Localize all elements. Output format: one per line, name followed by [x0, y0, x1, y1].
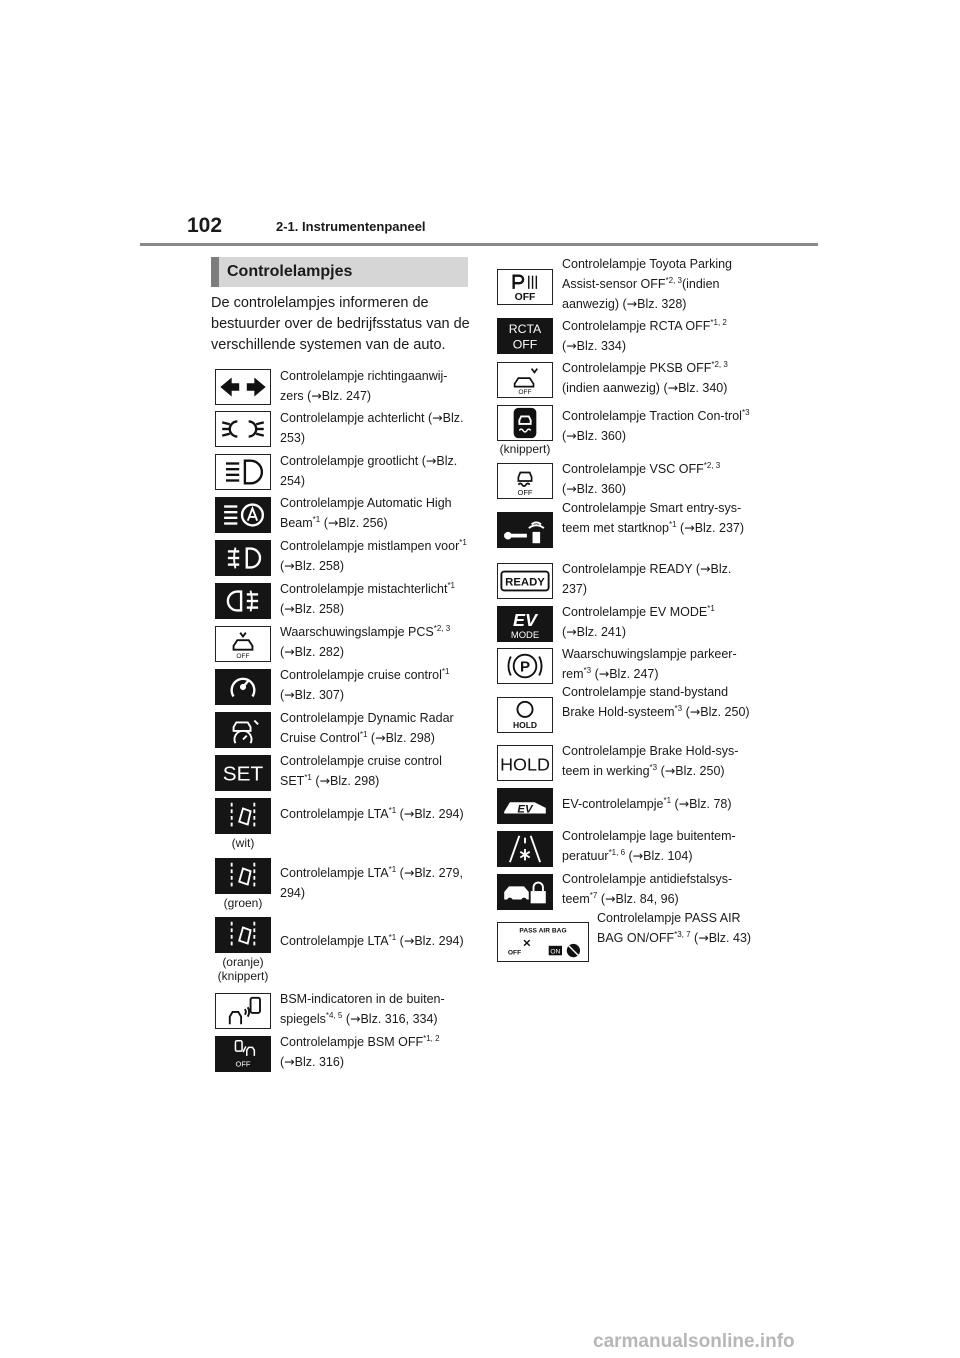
desc-bsm-mirror: BSM-indicatoren in de buiten-spiegels$^{*4, 5}$ (→Blz. 316, 334): [280, 992, 445, 1026]
desc-high-beam: Controlelampje grootlicht (→Blz. 254): [280, 453, 458, 488]
desc-ready: Controlelampje READY (→Blz. 237): [562, 561, 732, 596]
desc-lta-white: Controlelampje LTA$^{*1}$ (→Blz. 294): [280, 806, 464, 821]
desc-parking-sensor-off: Controlelampje Toyota Parking Assist-sensor OFF$^{*2, 3}$(indien aanwezig) (→Blz. 328): [562, 257, 733, 311]
ev-mode-text2: MODE: [510, 630, 540, 641]
bsm-mirror-icon: [215, 993, 271, 1029]
ev-indicator-text: EV: [517, 803, 533, 816]
brake-hold-standby-icon: [497, 697, 553, 733]
set-icon: [215, 755, 271, 791]
low-temp-icon: [497, 831, 553, 867]
desc-traction-control: Controlelampje Traction Con-trol$^{*3}$ (→Blz. 360): [562, 408, 750, 443]
desc-set: Controlelampje cruise control SET$^{*1}$ (→Blz. 298): [280, 754, 442, 788]
page-number: 102: [187, 214, 223, 237]
pksb-off-icon: [497, 362, 553, 398]
desc-rcta-off: Controlelampje RCTA OFF$^{*1, 2}$ (→Blz. 334): [562, 318, 727, 353]
section-title: 2-1. Instrumentenpaneel: [276, 219, 426, 234]
desc-tail-light: Controlelampje achterlicht (→Blz. 253): [280, 410, 464, 445]
heading-text: Controlelampjes: [227, 263, 353, 280]
heading-bar: [211, 257, 468, 287]
lta-green-icon: [215, 858, 271, 894]
set-icon-text: SET: [222, 762, 264, 786]
desc-front-fog: Controlelampje mistlampen voor$^{*1}$ (→Blz. 258): [280, 538, 467, 573]
lta-green-sublabel: (groen): [223, 896, 263, 910]
cruise-control-icon: [215, 669, 271, 705]
header-rule: [140, 243, 818, 246]
parking-sensor-off-text: OFF: [514, 292, 536, 304]
desc-lta-orange: Controlelampje LTA$^{*1}$ (→Blz. 294): [280, 933, 464, 948]
security-icon: [497, 874, 553, 910]
desc-pass-airbag: Controlelampje PASS AIR BAG ON/OFF$^{*3, 7}$ (→Blz. 43): [597, 911, 752, 945]
pksb-off-text: OFF: [518, 389, 532, 397]
front-fog-icon: [215, 540, 271, 576]
desc-rear-fog: Controlelampje mistachterlicht$^{*1}$ (→Blz. 258): [280, 581, 455, 616]
brake-hold-active-icon: [497, 745, 553, 781]
traction-control-icon: [497, 405, 553, 441]
ev-mode-icon: [497, 606, 553, 642]
vsc-off-icon: [497, 463, 553, 499]
desc-vsc-off: Controlelampje VSC OFF$^{*2, 3}$ (→Blz. 360): [562, 461, 721, 496]
pass-airbag-on-text: ON: [550, 948, 561, 956]
lta-white-icon: [215, 798, 271, 834]
pass-airbag-text: PASS AIR BAG: [519, 927, 567, 935]
rcta-icon-text2: OFF: [512, 337, 538, 352]
svg-text:OFF: OFF: [236, 653, 250, 661]
desc-automatic-high-beam: Controlelampje Automatic High Beam$^{*1}$ (→Blz. 256): [280, 496, 452, 530]
bsm-off-icon-text: OFF: [235, 1059, 251, 1069]
desc-lta-green: Controlelampje LTA$^{*1}$ (→Blz. 279, 294): [280, 865, 463, 900]
lta-orange-icon: [215, 917, 271, 953]
smart-key-icon: [497, 512, 553, 548]
desc-pcs: Waarschuwingslampje PCS$^{*2, 3}$ (→Blz. 282): [280, 624, 451, 659]
watermark: carmanualsonline.info: [593, 1331, 795, 1352]
desc-security: Controlelampje antidiefstalsys-teem$^{*7}$ (→Blz. 84, 96): [562, 872, 733, 906]
lta-orange-sublabel: (oranje) (knippert): [217, 955, 269, 983]
ev-mode-text: EV: [513, 609, 537, 630]
intro-paragraph: De controlelampjes informeren de bestuurder over de bedrijfsstatus van de verschillende systemen van de auto.: [211, 295, 470, 353]
ev-indicator-icon: [497, 788, 553, 824]
rear-fog-icon: [215, 583, 271, 619]
desc-pksb-off: Controlelampje PKSB OFF$^{*2, 3}$ (indien aanwezig) (→Blz. 340): [562, 360, 728, 395]
desc-ev-indicator: EV-controlelampje$^{*1}$ (→Blz. 78): [562, 796, 732, 811]
bsm-off-icon: [215, 1036, 271, 1072]
lta-white-sublabel: (wit): [231, 836, 255, 850]
pcs-off-icon: [215, 626, 271, 662]
desc-brake-hold-standby: Controlelampje stand-bystand Brake Hold-systeem$^{*3}$ (→Blz. 250): [562, 685, 750, 719]
pass-airbag-off-text: OFF: [507, 949, 522, 957]
tail-light-icon: [215, 411, 271, 447]
brake-hold-standby-text: HOLD: [512, 720, 538, 731]
turn-signal-icon: [215, 369, 271, 405]
ready-icon-text: READY: [505, 576, 545, 589]
radar-cruise-icon: [215, 712, 271, 748]
traction-control-sublabel: (knippert): [499, 442, 551, 456]
ready-icon: [497, 563, 553, 599]
parking-brake-text: P: [519, 658, 531, 676]
desc-turn-signal: Controlelampje richtingaanwij-zers (→Blz. 247): [280, 369, 448, 403]
desc-brake-hold-active: Controlelampje Brake Hold-sys-teem in werking$^{*3}$ (→Blz. 250): [562, 744, 739, 778]
brake-hold-active-text: HOLD: [500, 754, 550, 775]
parking-sensor-off-icon: [497, 269, 553, 305]
desc-smart-key: Controlelampje Smart entry-sys-teem met startknop$^{*1}$ (→Blz. 237): [562, 501, 745, 535]
desc-radar-cruise: Controlelampje Dynamic Radar Cruise Control$^{*1}$ (→Blz. 298): [280, 711, 454, 745]
high-beam-icon: [215, 454, 271, 490]
desc-low-temp: Controlelampje lage buitentem-peratuur$^{*1, 6}$ (→Blz. 104): [562, 829, 736, 863]
rcta-off-icon: [497, 318, 553, 354]
automatic-high-beam-icon: [215, 497, 271, 533]
desc-cruise-control: Controlelampje cruise control$^{*1}$ (→Blz. 307): [280, 667, 450, 702]
desc-bsm-off: Controlelampje BSM OFF$^{*1, 2}$ (→Blz. 316): [280, 1034, 440, 1069]
pass-airbag-icon: [497, 922, 589, 962]
rcta-icon-text: RCTA: [508, 322, 542, 337]
parking-brake-icon: [497, 648, 553, 684]
desc-ev-mode: Controlelampje EV MODE$^{*1}$ (→Blz. 241): [562, 604, 715, 639]
vsc-off-text: OFF: [517, 488, 533, 498]
desc-parking-brake: Waarschuwingslampje parkeer-rem$^{*3}$ (→Blz. 247): [562, 647, 737, 681]
